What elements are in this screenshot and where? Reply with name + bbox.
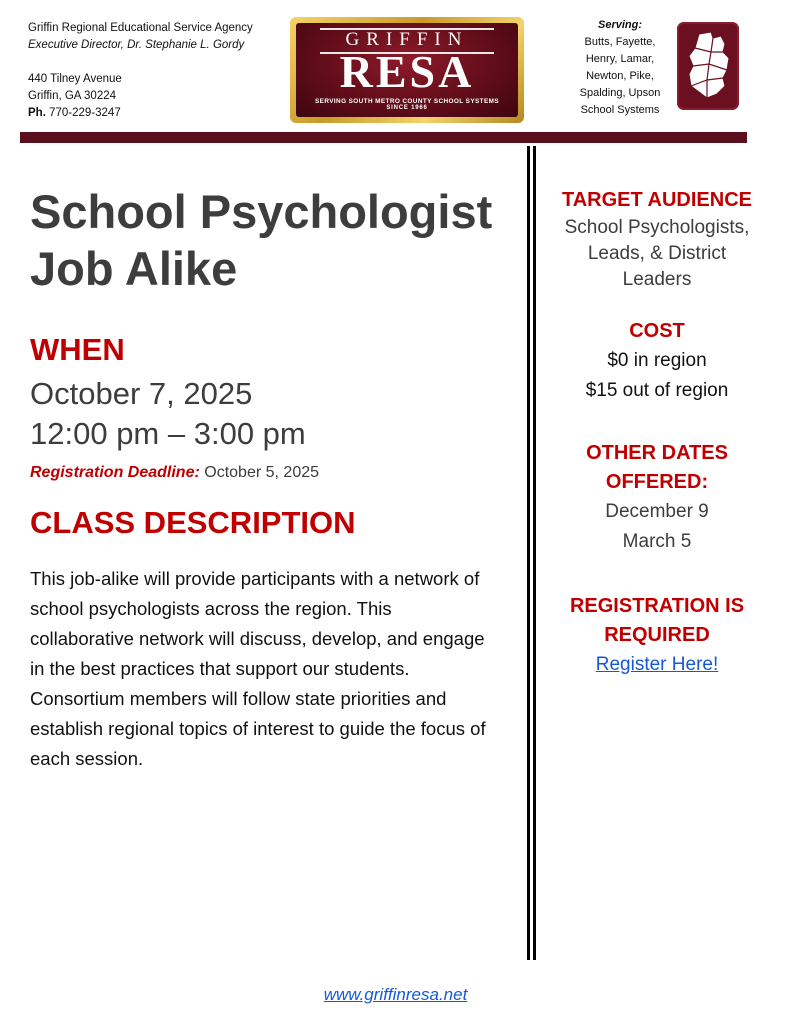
deadline-value: October 5, 2025 bbox=[204, 464, 320, 481]
serving-block bbox=[560, 17, 680, 119]
registration-heading-1: REGISTRATION IS bbox=[569, 595, 745, 617]
logo-plate bbox=[296, 23, 518, 117]
event-datetime bbox=[30, 374, 306, 454]
footer bbox=[0, 985, 791, 1005]
cost-section bbox=[545, 317, 769, 406]
phone-line bbox=[28, 105, 253, 122]
cost-line: $0 in region bbox=[607, 350, 707, 371]
executive-director: Executive Director, Dr. Stephanie L. Gordy bbox=[28, 39, 245, 51]
region-map-icon bbox=[677, 22, 739, 110]
column-divider-left bbox=[527, 146, 530, 960]
audience-line: School Psychologists, bbox=[564, 217, 750, 238]
serving-line: Butts, Fayette, bbox=[584, 36, 656, 48]
phone-label: Ph. bbox=[28, 107, 46, 119]
griffin-resa-logo bbox=[290, 17, 524, 123]
serving-label: Serving: bbox=[597, 19, 642, 31]
address-line-1: 440 Tilney Avenue bbox=[28, 73, 122, 85]
header-divider-bar bbox=[20, 132, 747, 143]
county-map-icon bbox=[677, 22, 739, 110]
cost-line: $15 out of region bbox=[585, 380, 729, 401]
class-description-text: This job-alike will provide participants with a network of school psychologists across the region. This collaborative network will discuss, develop, and engage in the best practices that support our students. Consortium members will follow state priorities and establish regional topics of interest to guide the focus of each session. bbox=[30, 568, 486, 769]
logo-resa-text: RESA bbox=[339, 46, 475, 97]
registration-section bbox=[545, 592, 769, 680]
target-audience-section bbox=[545, 186, 769, 293]
address-line-2: Griffin, GA 30224 bbox=[28, 90, 117, 102]
serving-line: Spalding, Upson bbox=[579, 87, 661, 99]
register-here-link[interactable]: Register Here! bbox=[595, 654, 719, 675]
other-date: March 5 bbox=[622, 531, 692, 552]
logo-griffin-text: GRIFFIN bbox=[345, 29, 469, 50]
when-heading: WHEN bbox=[30, 332, 125, 367]
other-dates-section bbox=[545, 439, 769, 557]
deadline-label: Registration Deadline: bbox=[30, 464, 200, 481]
registration-heading-2: REQUIRED bbox=[604, 624, 710, 646]
serving-line: Newton, Pike, bbox=[586, 70, 654, 82]
agency-name: Griffin Regional Educational Service Agency bbox=[28, 22, 253, 34]
logo-since: SINCE 1966 bbox=[386, 105, 428, 111]
page-title bbox=[30, 183, 510, 297]
registration-deadline bbox=[30, 464, 319, 482]
phone-number: 770-229-3247 bbox=[49, 107, 121, 119]
other-dates-heading-1: OTHER DATES bbox=[586, 442, 728, 464]
other-dates-heading-2: OFFERED: bbox=[605, 471, 709, 493]
class-description-heading: CLASS DESCRIPTION bbox=[30, 505, 356, 540]
title-line-2: Job Alike bbox=[30, 242, 238, 295]
website-link[interactable]: www.griffinresa.net bbox=[323, 985, 468, 1004]
target-audience-heading: TARGET AUDIENCE bbox=[562, 189, 752, 211]
event-date: October 7, 2025 bbox=[30, 376, 253, 411]
column-divider-right bbox=[533, 146, 536, 960]
other-date: December 9 bbox=[605, 501, 709, 522]
serving-line: School Systems bbox=[580, 104, 660, 116]
title-line-1: School Psychologist bbox=[30, 185, 493, 238]
audience-line: Leaders bbox=[622, 269, 692, 290]
cost-heading: COST bbox=[629, 320, 685, 342]
agency-contact-block bbox=[28, 20, 253, 122]
event-time: 12:00 pm – 3:00 pm bbox=[30, 416, 306, 451]
serving-line: Henry, Lamar, bbox=[585, 53, 655, 65]
audience-line: Leads, & District bbox=[587, 243, 727, 264]
logo-tagline: SERVING SOUTH METRO COUNTY SCHOOL SYSTEMS bbox=[315, 98, 499, 105]
